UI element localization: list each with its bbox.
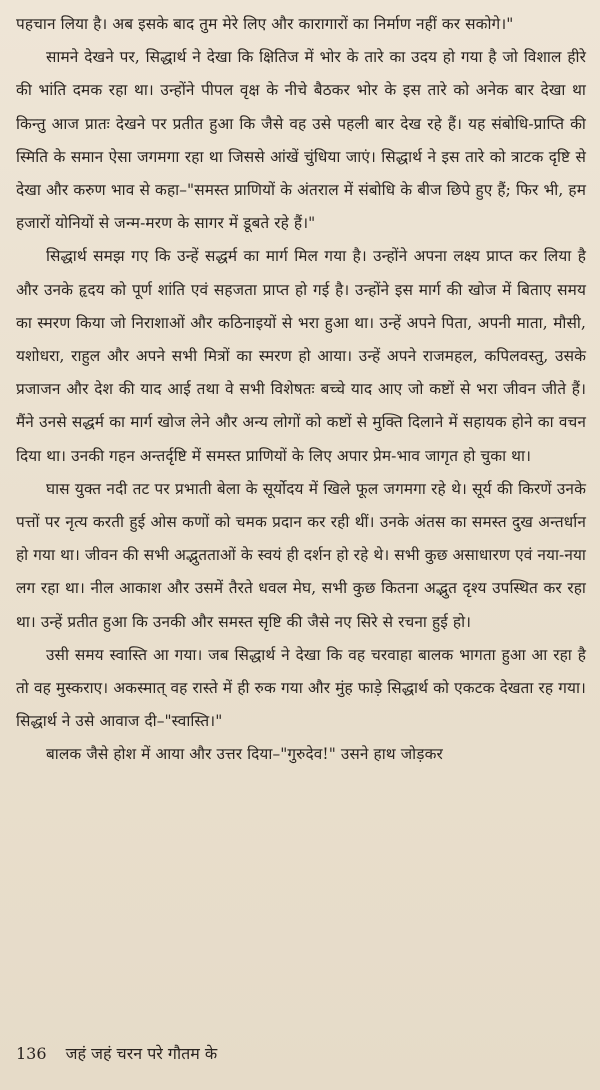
running-title: जहं जहं चरन परे गौतम के (65, 1044, 218, 1063)
paragraph-4: घास युक्त नदी तट पर प्रभाती बेला के सूर्योदय में खिले फूल जगमगा रहे थे। सूर्य की किरणें उनके पत्तों पर नृत्य करती हुई ओस कणों को चमक प्रदान कर रही थीं। उनके अंतस का समस्त दुख अन्तर्धान हो गया था। जीवन की सभी अद्भुतताओं के स्वयं ही दर्शन हो रहे थे। सभी कुछ असाधारण एवं नया-नया लग रहा था। नील आकाश और उसमें तैरते धवल मेघ, सभी कुछ कितना अद्भुत दृश्य उपस्थित कर रहा था। उन्हें प्रतीत हुआ कि उनकी और समस्त सृष्टि की जैसे नए सिरे से रचना हुई हो। (16, 479, 586, 631)
paragraph-1: पहचान लिया है। अब इसके बाद तुम मेरे लिए और कारागारों का निर्माण नहीं कर सकोगे।" (16, 15, 514, 33)
paragraph-2: सामने देखने पर, सिद्धार्थ ने देखा कि क्षितिज में भोर के तारे का उदय हो गया है जो विशाल हीरे की भांति दमक रहा था। उन्होंने पीपल वृक्ष के नीचे बैठकर भोर के इस तारे को अनेक बार देखा था किन्तु आज प्रातः देखने पर प्रतीत हुआ कि जैसे वह उसे पहली बार देख रहे हैं। यह संबोधि-प्राप्ति की स्मिति के समान ऐसा जगमगा रहा था जिससे आंखें चुंधिया जाएं। सिद्धार्थ ने इस तारे को त्राटक दृष्टि से देखा और करुण भाव से कहा–"समस्त प्राणियों के अंतराल में संबोधि के बीज छिपे हुए हैं; फिर भी, हम हजारों योनियों से जन्म-मरण के सागर में डूबते रहे हैं।" (16, 48, 586, 233)
paragraph-3: सिद्धार्थ समझ गए कि उन्हें सद्धर्म का मार्ग मिल गया है। उन्होंने अपना लक्ष्य प्राप्त कर लिया है और उनके हृदय को पूर्ण शांति एवं सहजता प्राप्त हो गई है। उन्होंने इस मार्ग की खोज में बिताए समय का स्मरण किया जो निराशाओं और कठिनाइयों से भरा हुआ था। उन्हें अपने पिता, अपनी माता, मौसी, यशोधरा, राहुल और अपने सभी मित्रों का स्मरण हो आया। उन्हें अपने राजमहल, कपिलवस्तु, उसके प्रजाजन और देश की याद आई तथा वे सभी विशेषतः बच्चे याद आए जो कष्टों से भरा जीवन जीते हैं। मैंने उनसे सद्धर्म का मार्ग खोज लेने और अन्य लोगों को कष्टों से मुक्ति दिलाने में सहायक होने का वचन दिया था। उनकी गहन अन्तर्दृष्टि में समस्त प्राणियों के लिए अपार प्रेम-भाव जागृत हो चुका था। (16, 247, 586, 465)
paragraph-5: उसी समय स्वास्ति आ गया। जब सिद्धार्थ ने देखा कि वह चरवाहा बालक भागता हुआ आ रहा है तो वह मुस्कराए। अकस्मात् वह रास्ते में ही रुक गया और मुंह फाड़े सिद्धार्थ को एकटक देखता रह गया। सिद्धार्थ ने उसे आवाज दी–"स्वास्ति।" (16, 645, 586, 731)
page-footer (16, 1042, 217, 1066)
page-number: 136 (16, 1044, 47, 1063)
paragraph-6: बालक जैसे होश में आया और उत्तर दिया–"गुरुदेव!" उसने हाथ जोड़कर (46, 745, 443, 764)
body-text (16, 8, 586, 772)
